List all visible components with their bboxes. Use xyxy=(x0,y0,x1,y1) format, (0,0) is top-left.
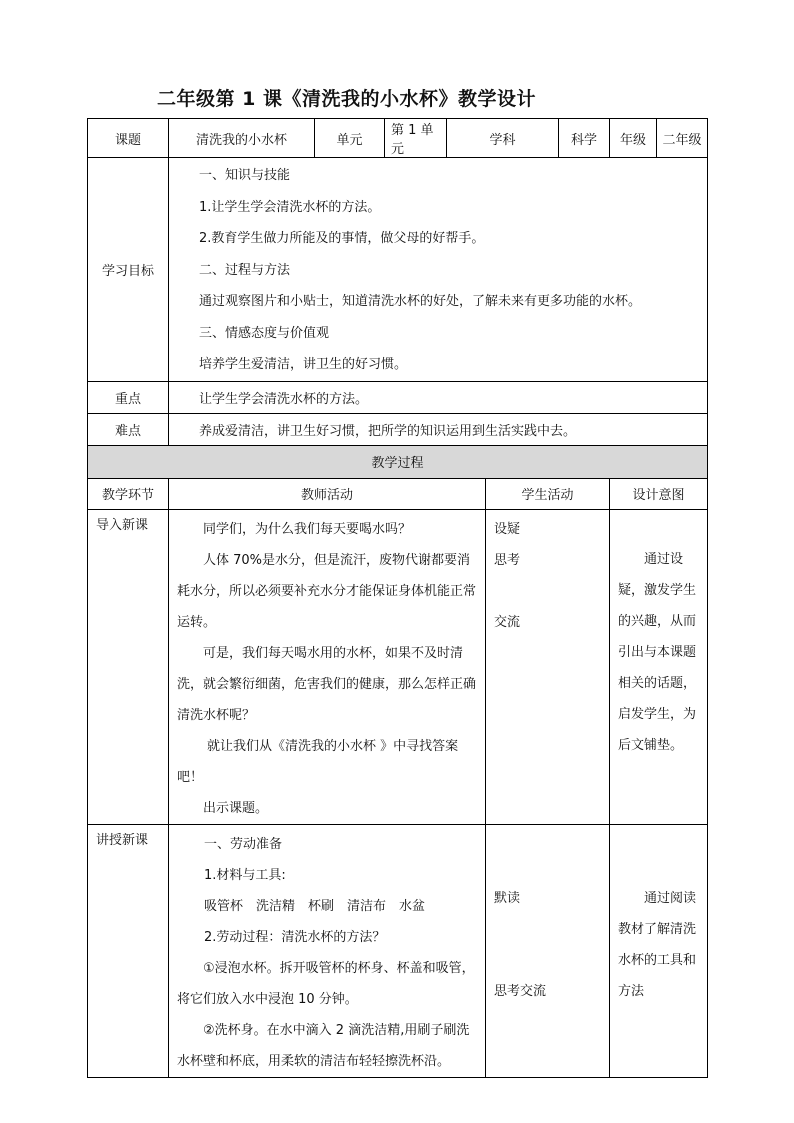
process-title: 教学过程 xyxy=(88,445,708,478)
new-lesson-section-row xyxy=(88,824,708,1077)
objective-line: 二、过程与方法 xyxy=(199,262,291,278)
objective-line: 三、情感态度与价值观 xyxy=(199,325,330,341)
unit-label: 单元 xyxy=(315,119,385,158)
process-header-row xyxy=(88,478,708,509)
intro-stage: 导入新课 xyxy=(88,509,169,824)
key-point-value: 让学生学会清洗水杯的方法。 xyxy=(169,381,708,413)
intro-teacher-activity xyxy=(169,509,486,824)
difficulty-label: 难点 xyxy=(88,413,169,445)
new-lesson-stage: 讲授新课 xyxy=(88,824,169,1077)
header-intent: 设计意图 xyxy=(610,478,708,509)
teacher-paragraph: 可是，我们每天喝水用的水杯，如果不及时清洗，就会繁衍细菌，危害我们的健康，那么怎样正确清洗水杯呢？ xyxy=(177,645,477,723)
subject-value: 科学 xyxy=(559,119,610,158)
new-lesson-design-intent xyxy=(610,824,708,1077)
objectives-row xyxy=(88,158,708,382)
objective-line: 1.让学生学会清洗水杯的方法。 xyxy=(199,199,381,215)
topic-value: 清洗我的小水杯 xyxy=(169,119,315,158)
objective-line: 培养学生爱清洁，讲卫生的好习惯。 xyxy=(199,357,408,372)
teacher-paragraph: ①浸泡水杯。拆开吸管杯的杯身、杯盖和吸管，将它们放入水中浸泡 10 分钟。 xyxy=(177,960,475,1007)
key-point-label: 重点 xyxy=(88,381,169,413)
topic-label: 课题 xyxy=(88,119,169,158)
design-intent-text: 通过设疑，激发学生的兴趣，从而引出与本课题相关的话题，启发学生，为后文铺垫。 xyxy=(618,551,697,753)
teacher-paragraph: 人体 70%是水分，但是流汗，废物代谢都要消耗水分，所以必须要补充水分才能保证身体机能正常运转。 xyxy=(177,552,477,630)
intro-section-row xyxy=(88,509,708,824)
intro-design-intent xyxy=(610,509,708,824)
teacher-paragraph: 2.劳动过程：清洗水杯的方法？ xyxy=(204,929,386,945)
teacher-paragraph: 1.材料与工具: xyxy=(204,867,286,883)
student-activity-item: 默读 xyxy=(494,890,521,906)
intro-student-activity xyxy=(486,509,610,824)
teacher-paragraph: ②洗杯身。在水中滴入 2 滴洗洁精,用刷子刷洗水杯壁和杯底，用柔软的清洁布轻轻擦洗杯沿。 xyxy=(177,1022,470,1069)
student-activity-item: 设疑 xyxy=(494,521,521,537)
grade-value: 二年级 xyxy=(657,119,708,158)
teacher-paragraph: 就让我们从《清洗我的小水杯 》中寻找答案吧！ xyxy=(177,738,459,785)
teacher-paragraph: 同学们，为什么我们每天要喝水吗？ xyxy=(203,521,412,537)
new-lesson-teacher-activity xyxy=(169,824,486,1077)
student-activity-item: 交流 xyxy=(494,614,521,630)
objectives-content xyxy=(169,158,708,382)
teacher-paragraph: 一、劳动准备 xyxy=(204,836,283,852)
teacher-paragraph: 出示课题。 xyxy=(203,800,269,816)
header-stage: 教学环节 xyxy=(88,478,169,509)
header-student: 学生活动 xyxy=(486,478,610,509)
process-title-row xyxy=(88,445,708,478)
student-activity-item: 思考交流 xyxy=(494,983,547,999)
subject-label: 学科 xyxy=(447,119,559,158)
header-teacher: 教师活动 xyxy=(169,478,486,509)
design-intent-text: 通过阅读教材了解清洗水杯的工具和方法 xyxy=(618,890,697,999)
objective-line: 一、知识与技能 xyxy=(199,168,291,183)
student-activity-item: 思考 xyxy=(494,552,521,568)
difficulty-row xyxy=(88,413,708,445)
unit-value: 第 1 单元 xyxy=(385,119,447,158)
lesson-plan-table xyxy=(87,118,708,1078)
header-row xyxy=(88,119,708,158)
objective-line: 通过观察图片和小贴士，知道清洗水杯的好处，了解未来有更多功能的水杯。 xyxy=(199,294,642,309)
key-point-row xyxy=(88,381,708,413)
difficulty-value: 养成爱清洁，讲卫生好习惯，把所学的知识运用到生活实践中去。 xyxy=(169,413,708,445)
new-lesson-student-activity xyxy=(486,824,610,1077)
teacher-paragraph: 吸管杯 洗洁精 杯刷 清洁布 水盆 xyxy=(204,898,426,914)
document-title: 二年级第 1 课《清洗我的小水杯》教学设计 xyxy=(157,88,536,110)
objectives-label: 学习目标 xyxy=(88,158,169,382)
objective-line: 2.教育学生做力所能及的事情，做父母的好帮手。 xyxy=(199,231,485,246)
grade-label: 年级 xyxy=(610,119,657,158)
